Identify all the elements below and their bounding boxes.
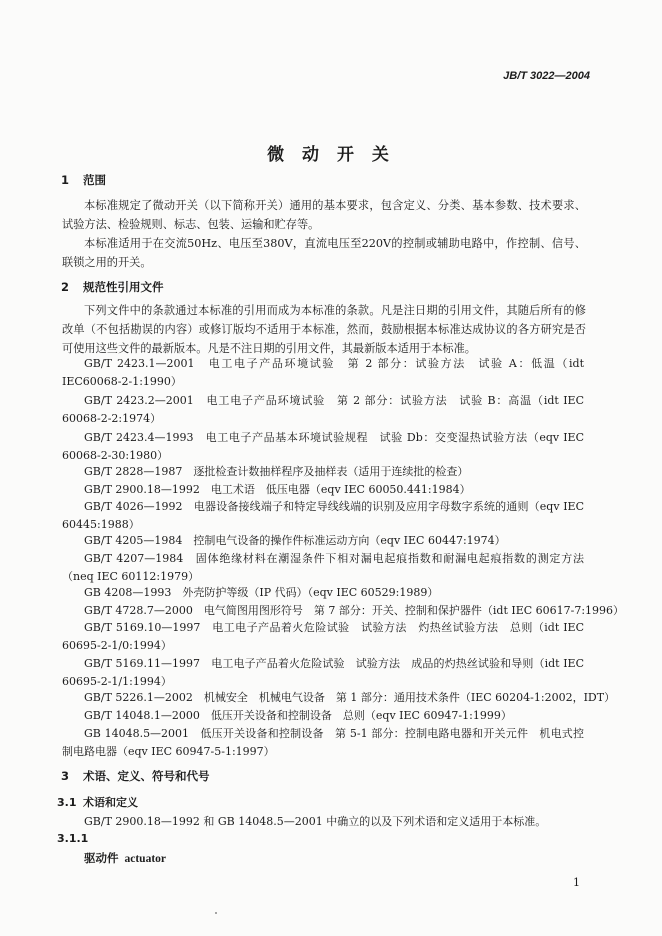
term-definition [84, 850, 166, 866]
reference-item: GB/T 2423.4—1993 电工电子产品基本环境试验规程 试验 Db：交变湿热试验方法（eqv IEC 60068-2-30:1980） [62, 431, 584, 462]
section-2-paragraph: 下列文件中的条款通过本标准的引用而成为本标准的条款。凡是注日期的引用文件，其随后所有的修改单（不包括勘误的内容）或修订版均不适用于本标准，然而，鼓励根据本标准达成协议的各方研究是否可使用这些文件的最新版本。凡是不注日期的引用文件，其最新版本适用于本标准。 [62, 304, 586, 355]
section-3-heading [61, 768, 210, 784]
section-number: 2 [61, 280, 70, 294]
section-number: 1 [61, 173, 70, 187]
subsection-3-1-text: GB/T 2900.18—1992 和 GB 14048.5—2001 中确立的以及下列术语和定义适用于本标准。 [84, 815, 547, 828]
reference-item: GB/T 14048.1—2000 低压开关设备和控制设备 总则（eqv IEC 60947-1:1999） [84, 709, 512, 722]
reference-item: GB/T 5169.11—1997 电工电子产品着火危险试验 试验方法 成品的灼热丝试验和导则（idt IEC 60695-2-1/1:1994） [62, 657, 584, 688]
reference-item: GB 14048.5—2001 低压开关设备和控制设备 第 5-1 部分：控制电路电器和开关元件 机电式控制电路电器（eqv IEC 60947-5-1:1997） [62, 727, 584, 758]
scan-speck [215, 912, 217, 914]
reference-item: GB/T 4026—1992 电器设备接线端子和特定导线线端的识别及应用字母数字系统的通则（eqv IEC 60445:1988） [62, 500, 584, 531]
section-title: 范围 [83, 173, 106, 187]
reference-item: GB/T 5226.1—2002 机械安全 机械电气设备 第 1 部分：通用技术条件（IEC 60204-1:2002，IDT） [84, 691, 616, 704]
reference-item: GB/T 2900.18—1992 电工术语 低压电器（eqv IEC 60050.441:1984） [84, 483, 471, 496]
reference-item: GB/T 5169.10—1997 电工电子产品着火危险试验 试验方法 灼热丝试验方法 总则（idt IEC 60695-2-1/0:1994） [62, 621, 584, 652]
reference-item: GB/T 4728.7—2000 电气简图用图形符号 第 7 部分：开关、控制和保护器件（idt IEC 60617-7:1996） [84, 604, 625, 617]
reference-item: GB/T 4205—1984 控制电气设备的操作件标准运动方向（eqv IEC 60447:1974） [84, 534, 506, 547]
section-1-paragraph-1: 本标准规定了微动开关（以下简称开关）通用的基本要求，包含定义、分类、基本参数、技术要求、试验方法、检验规则、标志、包装、运输和贮存等。 [62, 199, 586, 231]
section-1-heading [61, 172, 106, 188]
subsection-title: 术语和定义 [83, 796, 138, 809]
section-number: 3 [61, 769, 70, 783]
section-title: 规范性引用文件 [83, 280, 164, 294]
section-title: 术语、定义、符号和代号 [83, 769, 210, 783]
term-chinese: 驱动件 [84, 851, 119, 865]
reference-item: GB/T 2423.1—2001 电工电子产品环境试验 第 2 部分：试验方法 试验 A：低温（idt IEC60068-2-1:1990） [62, 357, 584, 388]
standard-code: JB/T 3022—2004 [503, 70, 590, 82]
reference-item: GB/T 4207—1984 固体绝缘材料在潮湿条件下相对漏电起痕指数和耐漏电起痕指数的测定方法（neq IEC 60112:1979） [62, 552, 584, 583]
document-title: 微 动 开 关 [267, 145, 395, 165]
reference-item: GB 4208—1993 外壳防护等级（IP 代码）（eqv IEC 60529:1989） [84, 586, 439, 599]
section-2-heading [61, 279, 164, 295]
subsection-3-1-heading [57, 794, 138, 810]
reference-item: GB/T 2828—1987 逐批检查计数抽样程序及抽样表（适用于连续批的检查） [84, 465, 469, 478]
clause-3-1-1-number: 3.1.1 [57, 832, 89, 845]
reference-item: GB/T 2423.2—2001 电工电子产品环境试验 第 2 部分：试验方法 试验 B：高温（idt IEC 60068-2-2:1974） [62, 394, 584, 425]
page-number: 1 [573, 876, 580, 889]
subsection-number: 3.1 [57, 796, 77, 809]
term-english: actuator [124, 853, 167, 865]
section-1-paragraph-2: 本标准适用于在交流50Hz、电压至380V，直流电压至220V的控制或辅助电路中，作控制、信号、联锁之用的开关。 [62, 237, 586, 269]
